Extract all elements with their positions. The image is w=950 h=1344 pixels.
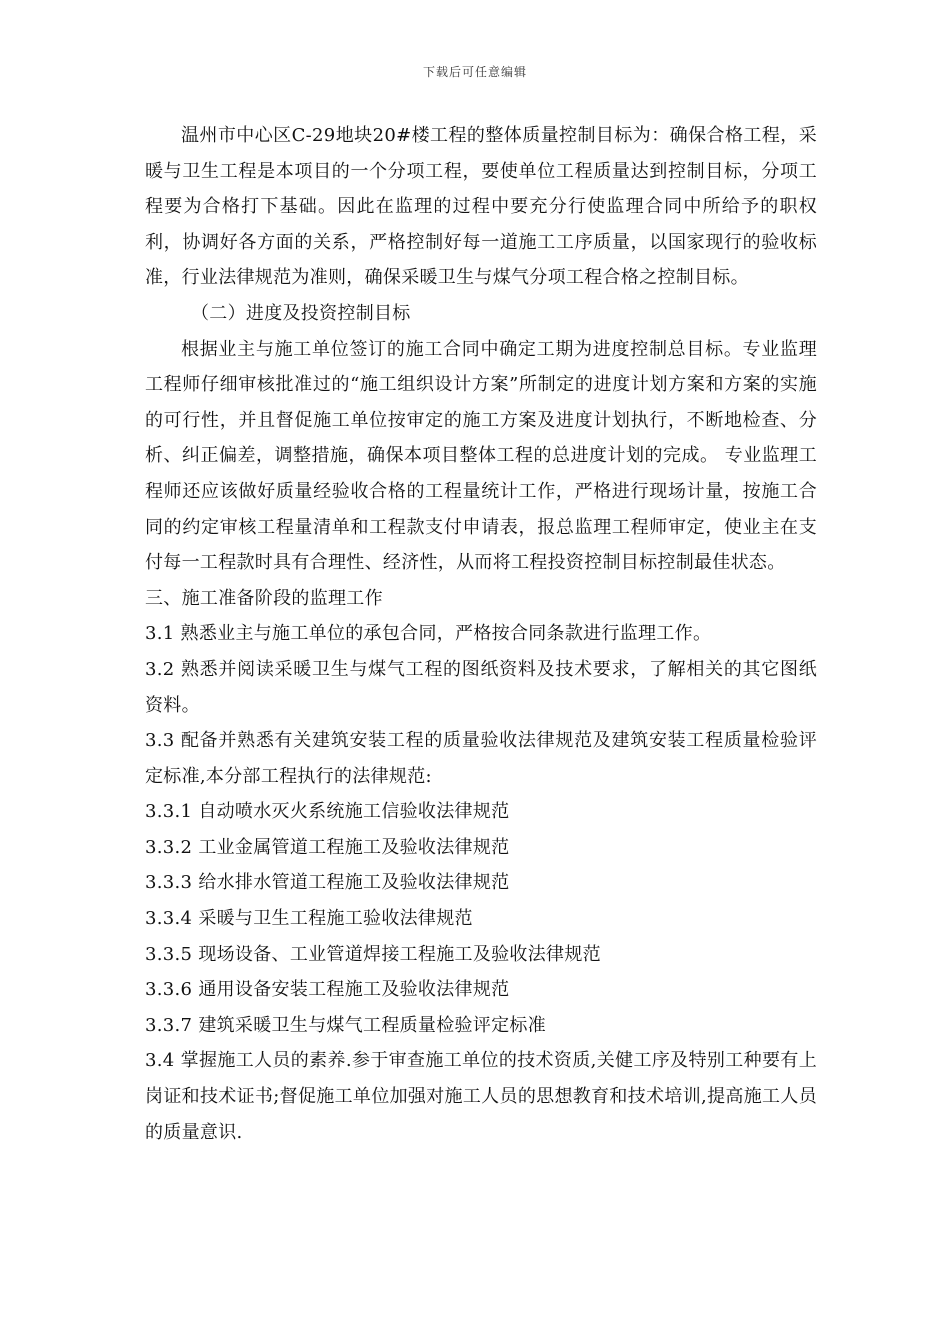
document-body <box>145 118 817 1150</box>
list-item-3-3-7: 3.3.7 建筑采暖卫生与煤气工程质量检验评定标准 <box>145 1014 547 1036</box>
list-item-3-3-1: 3.3.1 自动喷水灭火系统施工信验收法律规范 <box>145 801 510 823</box>
list-item-3-3: 3.3 配备并熟悉有关建筑安装工程的质量验收法律规范及建筑安装工程质量检验评定标准,本分部工程执行的法律规范: <box>145 730 817 787</box>
list-item-3-3-6: 3.3.6 通用设备安装工程施工及验收法律规范 <box>145 979 510 1001</box>
list-item-3-3-5: 3.3.5 现场设备、工业管道焊接工程施工及验收法律规范 <box>145 943 601 965</box>
list-item-3-2: 3.2 熟悉并阅读采暖卫生与煤气工程的图纸资料及技术要求，了解相关的其它图纸资料。 <box>145 658 817 716</box>
list-item-3-3-4: 3.3.4 采暖与卫生工程施工验收法律规范 <box>145 908 473 930</box>
list-item-3-3-2: 3.3.2 工业金属管道工程施工及验收法律规范 <box>145 836 510 858</box>
list-item-3-3-3: 3.3.3 给水排水管道工程施工及验收法律规范 <box>145 872 510 894</box>
list-item-3-4: 3.4 掌握施工人员的素养.参于审查施工单位的技术资质,关健工序及特别工种要有上岗证和技术证书;督促施工单位加强对施工人员的思想教育和技术培训,提高施工人员的质量意识. <box>145 1050 817 1143</box>
progress-control-paragraph: 根据业主与施工单位签订的施工合同中确定工期为进度控制总目标。专业监理工程师仔细审核批准过的“施工组织设计方案”所制定的进度计划方案和方案的实施的可行性，并且督促施工单位按审定的施工方案及进度计划执行，不断地检查、分析、纠正偏差，调整措施，确保本项目整体工程的总进度计划的完成。 专业监理工程师还应该做好质量经验收合格的工程量统计工作，严格进行现场计量，按施工合同的约定审核工程量清单和工程款支付申请表，报总监理工程师审定，使业主在支付每一工程款时具有合理性、经济性，从而将工程投资控制目标控制最佳状态。 <box>145 338 817 574</box>
list-item-3-1: 3.1 熟悉业主与施工单位的承包合同，严格按合同条款进行监理工作。 <box>145 623 712 645</box>
section-heading-progress-investment: （二）进度及投资控制目标 <box>191 302 411 324</box>
quality-target-paragraph: 温州市中心区C-29地块20#楼工程的整体质量控制目标为：确保合格工程，采暖与卫生工程是本项目的一个分项工程，要使单位工程质量达到控制目标，分项工程要为合格打下基础。因此在监理的过程中要充分行使监理合同中所给予的职权利，协调好各方面的关系，严格控制好每一道施工工序质量，以国家现行的验收标准，行业法律规范为准则，确保采暖卫生与煤气分项工程合格之控制目标。 <box>145 125 817 289</box>
section-heading-preparation: 三、施工准备阶段的监理工作 <box>145 587 383 609</box>
download-note: 下载后可任意编辑 <box>422 65 527 79</box>
